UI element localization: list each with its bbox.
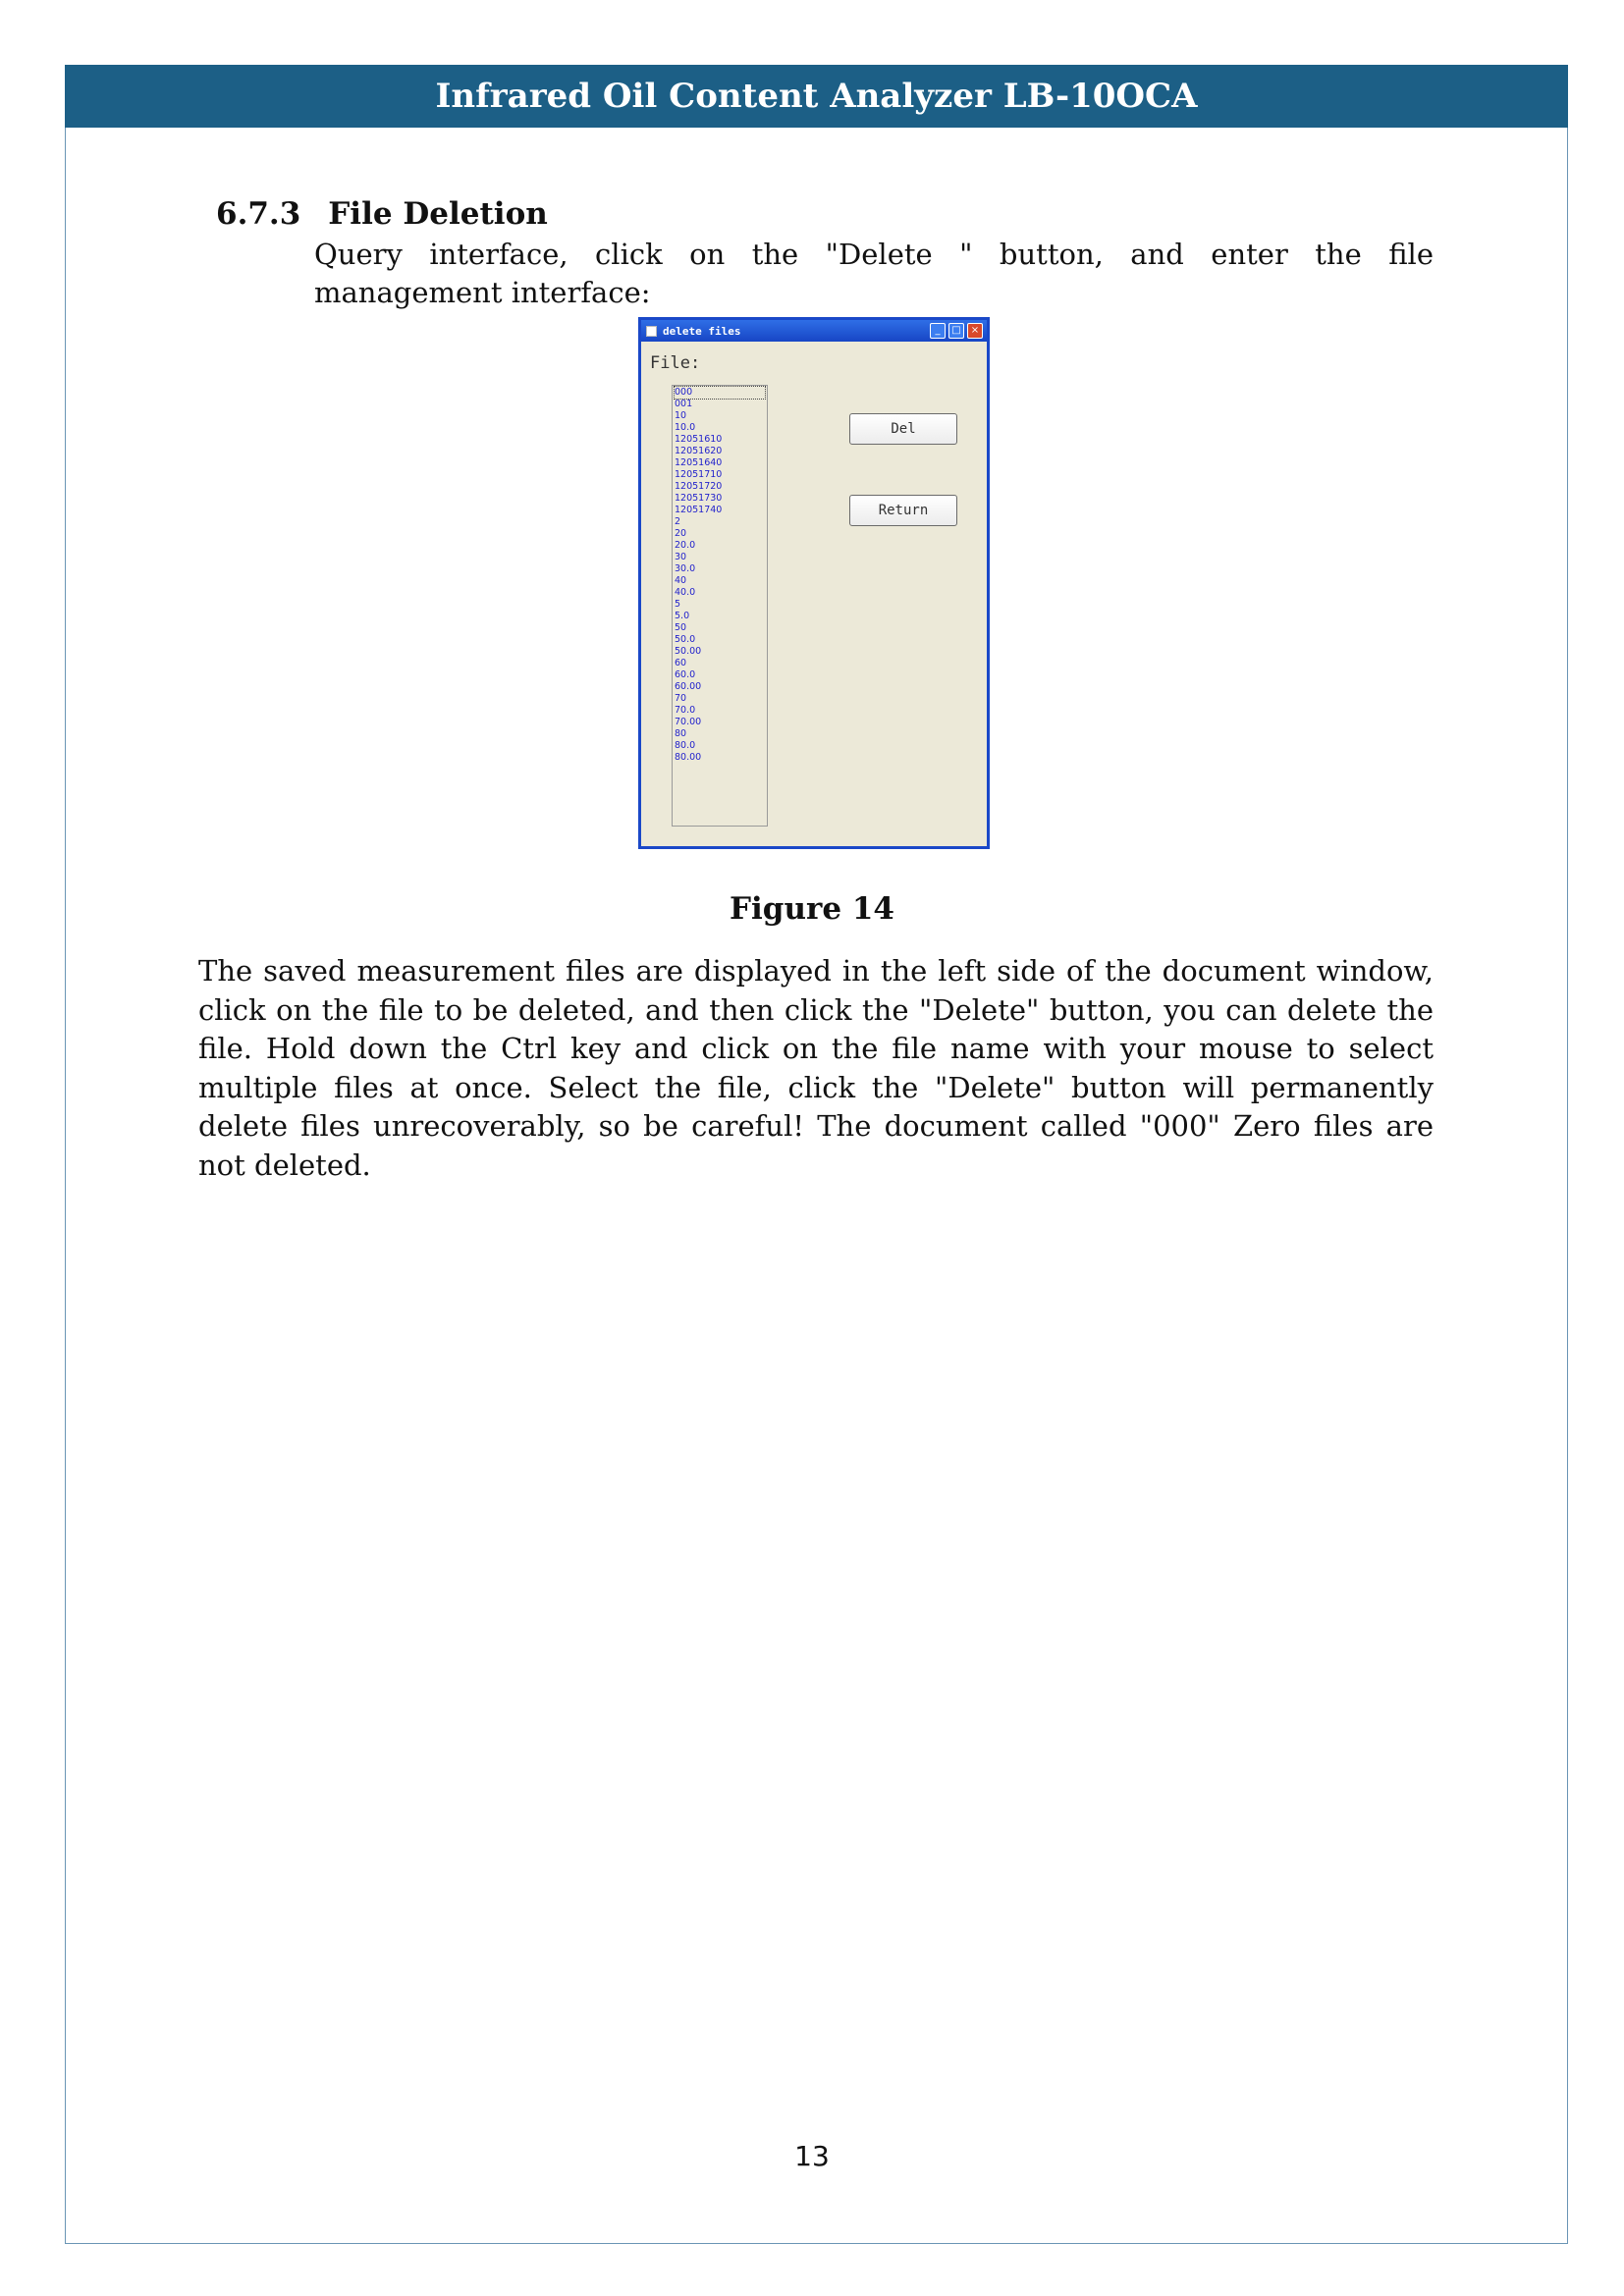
file-list-item[interactable]: 70.0	[675, 705, 696, 716]
file-list-item[interactable]: 10.0	[675, 422, 696, 433]
file-label: File:	[650, 353, 701, 373]
file-list-item[interactable]: 20	[675, 528, 687, 539]
file-list-item[interactable]: 30	[675, 552, 687, 562]
file-list-item[interactable]: 80.00	[675, 752, 702, 763]
window-titlebar[interactable]	[641, 320, 987, 342]
page-number: 13	[794, 2140, 830, 2172]
section-number: 6.7.3	[216, 196, 301, 232]
body-paragraph: The saved measurement files are displayed in the left side of the document window, click on the file to be deleted, and then click the "Delete" button, you can delete the file. Hold down the Ctrl key and click on the file name with your mouse to select multiple files at once. Select the file, click the "Delete" button will permanently delete files unrecoverably, so be careful! The document called "000" Zero files are not deleted.	[198, 954, 1434, 1182]
file-listbox[interactable]	[672, 385, 768, 827]
document-title: Infrared Oil Content Analyzer LB-10OCA	[435, 77, 1198, 116]
delete-files-window	[638, 317, 990, 849]
header-bar	[65, 65, 1568, 128]
file-list-item[interactable]: 30.0	[675, 563, 696, 574]
file-list-item[interactable]: 40.0	[675, 587, 696, 598]
file-list-item[interactable]: 80	[675, 728, 687, 739]
file-list-item[interactable]: 12051640	[675, 457, 723, 468]
file-list-item[interactable]: 2	[675, 516, 681, 527]
file-list-item[interactable]: 50.0	[675, 634, 696, 645]
return-button[interactable]: Return	[849, 495, 957, 526]
window-title: delete files	[663, 324, 741, 338]
app-icon	[646, 326, 657, 337]
figure-caption: Figure 14	[730, 891, 894, 927]
section-title: File Deletion	[328, 196, 548, 232]
file-list-item[interactable]: 20.0	[675, 540, 696, 551]
file-list-item[interactable]: 50	[675, 622, 687, 633]
file-list-item[interactable]: 80.0	[675, 740, 696, 751]
del-button[interactable]: Del	[849, 413, 957, 445]
file-list-item[interactable]: 60.00	[675, 681, 702, 692]
file-list-item[interactable]: 70.00	[675, 717, 702, 727]
minimize-icon[interactable]: _	[930, 323, 946, 339]
file-list-item[interactable]: 12051610	[675, 434, 723, 445]
file-list-item[interactable]: 5	[675, 599, 681, 610]
file-list-item[interactable]: 70	[675, 693, 687, 704]
maximize-icon[interactable]: □	[948, 323, 964, 339]
file-list-item[interactable]: 12051710	[675, 469, 723, 480]
file-list-item[interactable]: 10	[675, 410, 687, 421]
file-list-item[interactable]: 40	[675, 575, 687, 586]
intro-paragraph: Query interface, click on the "Delete " button, and enter the file management interface:	[314, 238, 1434, 309]
file-list-item[interactable]: 12051620	[675, 446, 723, 456]
file-list-item[interactable]: 60	[675, 658, 687, 668]
close-icon[interactable]: ×	[967, 323, 983, 339]
file-list-item[interactable]: 5.0	[675, 611, 690, 621]
file-list-item[interactable]: 12051740	[675, 505, 723, 515]
file-list-item[interactable]: 50.00	[675, 646, 702, 657]
section-heading	[216, 196, 548, 232]
file-list-item[interactable]: 000	[675, 387, 765, 399]
file-list-item[interactable]: 12051720	[675, 481, 723, 492]
file-list-item[interactable]: 60.0	[675, 669, 696, 680]
file-list-item[interactable]: 12051730	[675, 493, 723, 504]
file-list-item[interactable]: 001	[675, 399, 693, 409]
